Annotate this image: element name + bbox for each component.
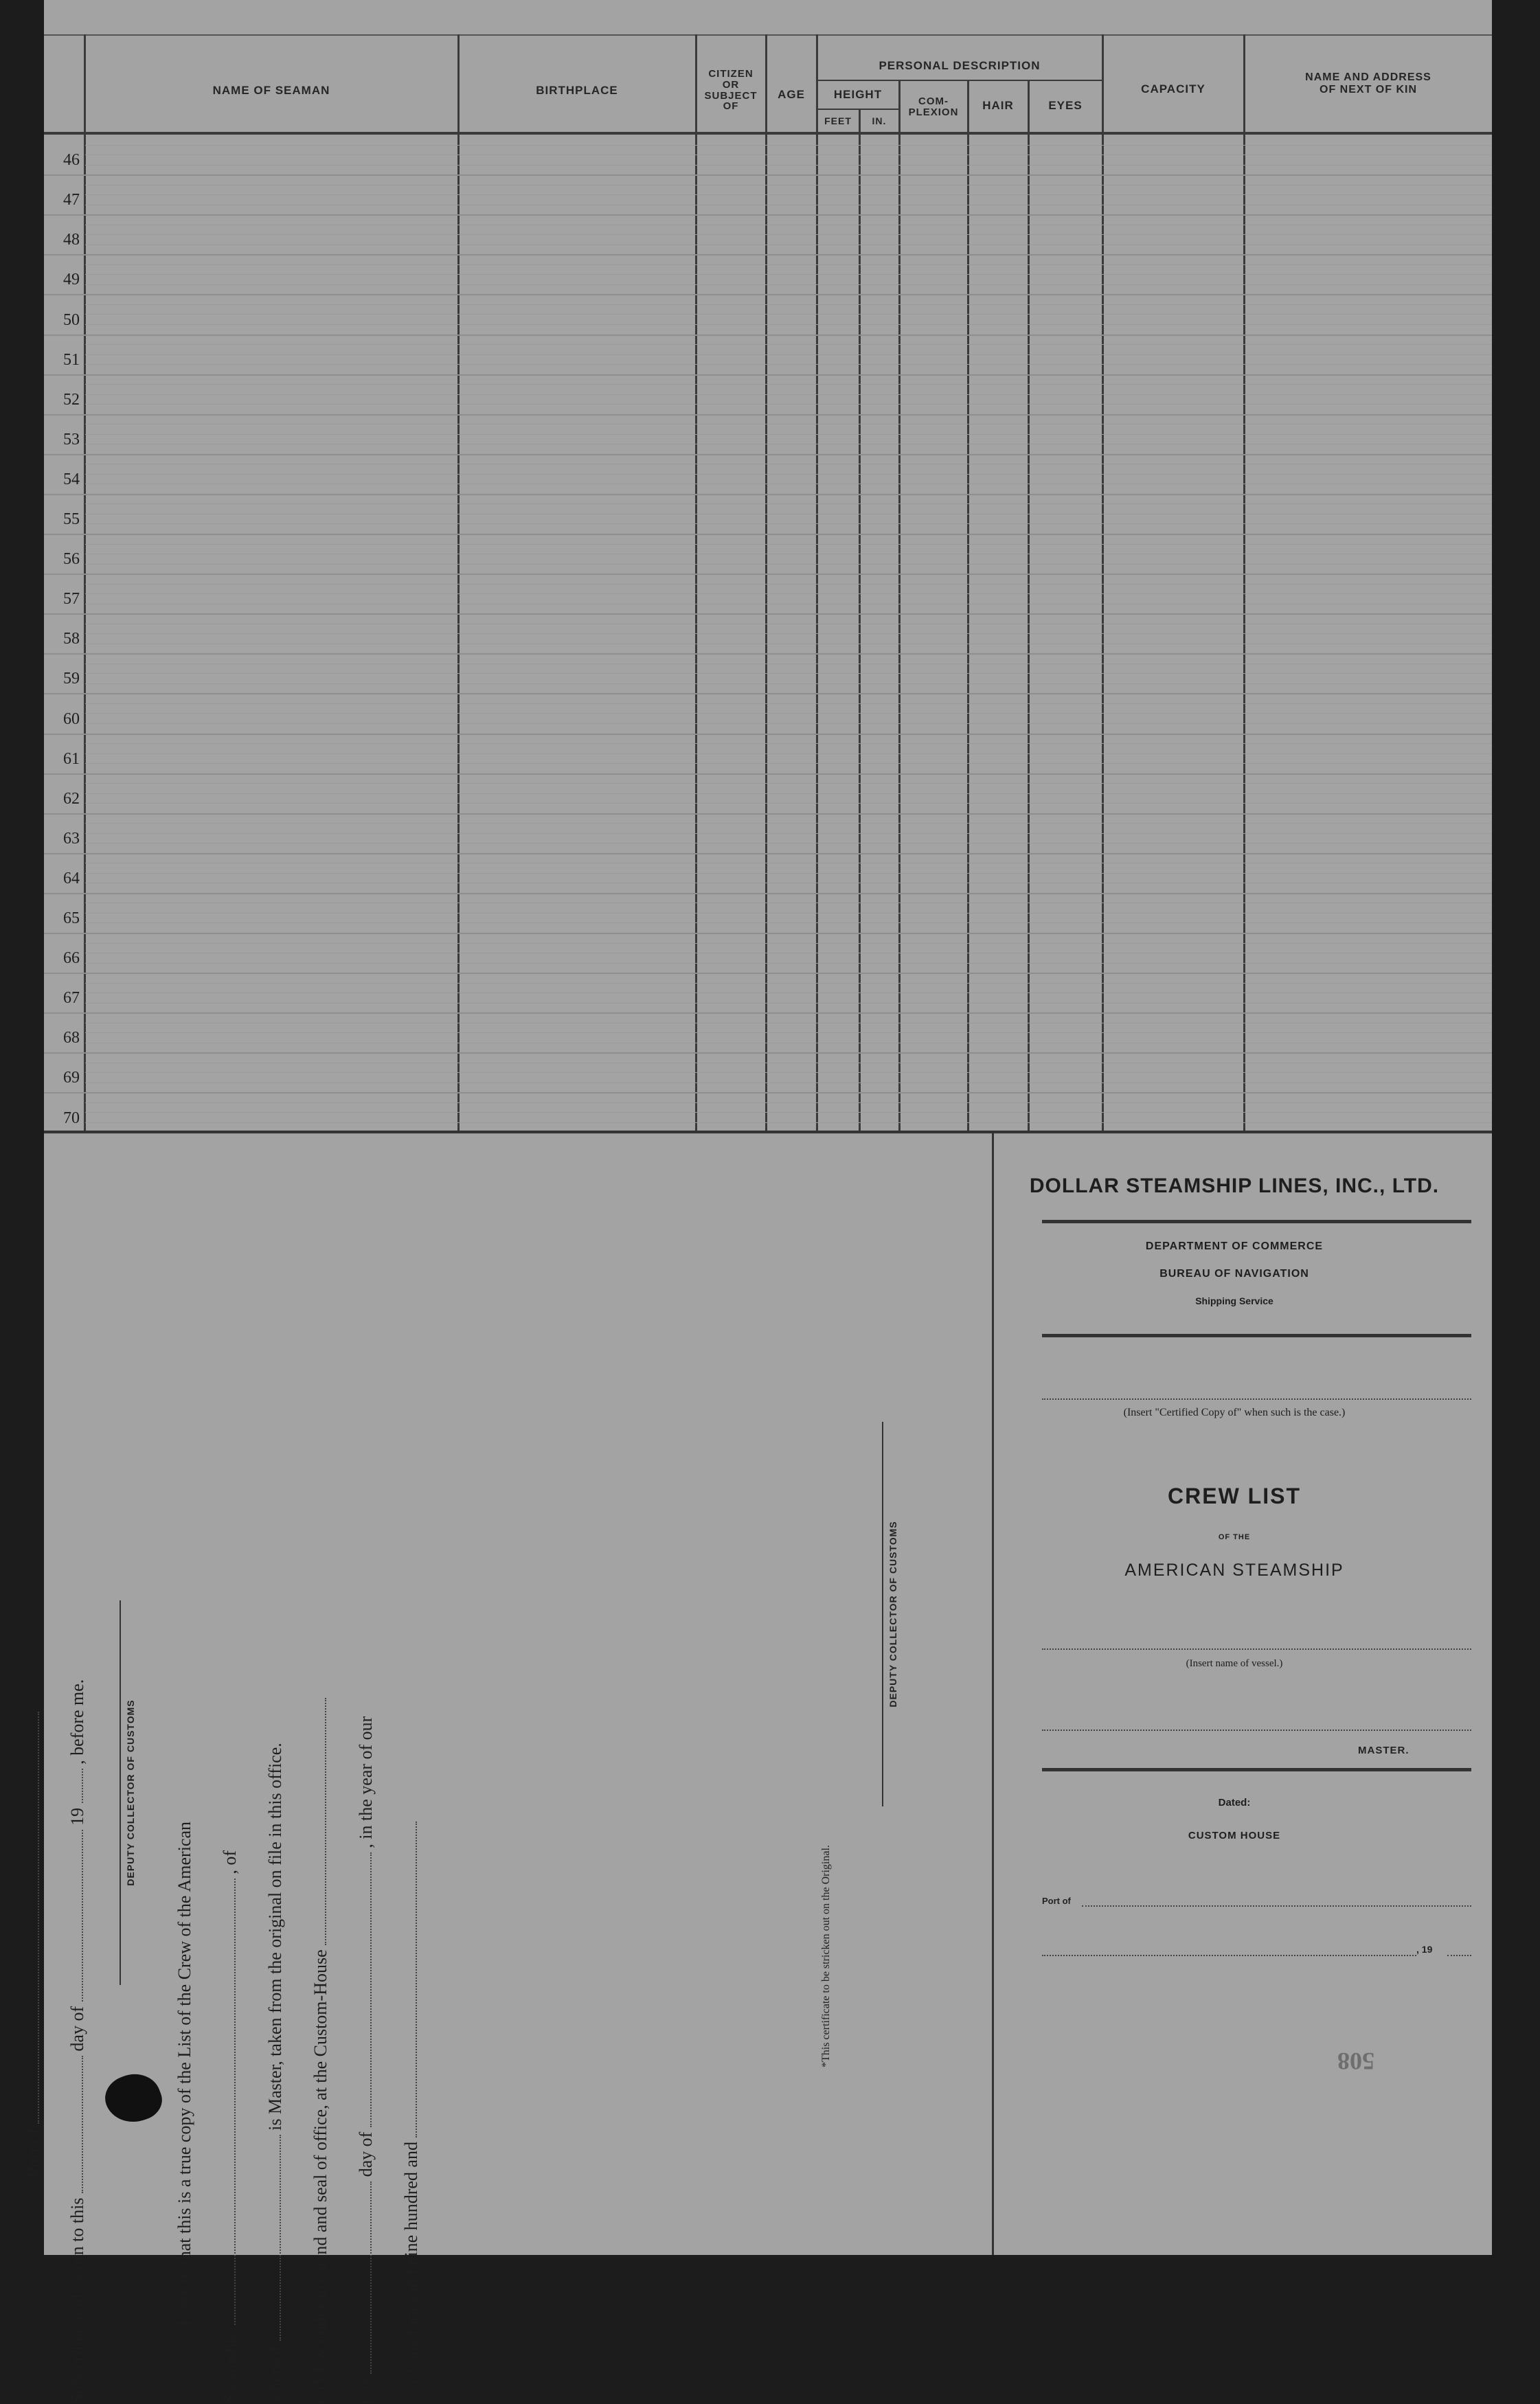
row-number: 57 (63, 590, 80, 609)
table-row[interactable] (85, 613, 1492, 652)
dated-label: Dated: (1218, 1797, 1251, 1808)
master-name-cover-blank[interactable] (1042, 1730, 1471, 1731)
row-number: 58 (63, 630, 80, 648)
year-prefix: 19 (67, 1807, 87, 1826)
table-row[interactable] (85, 454, 1492, 492)
custom-house-label: CUSTOM HOUSE (1188, 1830, 1281, 1841)
table-row[interactable] (85, 214, 1492, 253)
row-number: 55 (63, 510, 80, 528)
is-master-text: is Master, taken from the original on file in this office. (265, 1743, 285, 2131)
master-cover-label: MASTER. (1358, 1745, 1409, 1756)
lord-text: Lord one thousand nine hundred and (401, 2142, 421, 2404)
day-of-label: day of (67, 2006, 87, 2052)
table-row[interactable] (85, 174, 1492, 213)
certify-steamship-label: Steamship (220, 2329, 240, 2404)
port-of-cover-label: Port of (1042, 1896, 1071, 1906)
row-number: 48 (63, 231, 80, 249)
this-label: this (356, 2378, 376, 2404)
header-inches: IN. (872, 115, 887, 126)
header-capacity: CAPACITY (1141, 82, 1205, 95)
header-eyes: EYES (1048, 99, 1083, 112)
table-row[interactable] (85, 693, 1492, 732)
row-number: 51 (63, 350, 80, 369)
port-cover-blank[interactable] (1082, 1905, 1471, 1907)
row-number: 46 (63, 151, 80, 170)
certify-of-label: , of (220, 1850, 240, 1874)
row-number: 56 (63, 550, 80, 569)
cover-panel (992, 1133, 1494, 2255)
crew-list-sheet (23, 0, 1492, 2404)
custom-house-blank[interactable] (311, 1698, 326, 1945)
row-number: 50 (63, 310, 80, 329)
header-hair: HAIR (982, 99, 1014, 112)
department-rule (1042, 1334, 1471, 1337)
table-row[interactable] (85, 574, 1492, 612)
department-label: DEPARTMENT OF COMMERCE (1145, 1240, 1324, 1252)
table-row[interactable] (85, 973, 1492, 1011)
table-row[interactable] (85, 494, 1492, 532)
row-number: 59 (63, 670, 80, 688)
lord-year-blank[interactable] (402, 1822, 417, 2137)
header-next-of-kin: NAME AND ADDRESS OF NEXT OF KIN (1305, 71, 1431, 96)
certify-steamship-blank[interactable] (220, 1879, 236, 2325)
table-row[interactable] (85, 334, 1492, 373)
row-number: 54 (63, 470, 80, 488)
table-row[interactable] (85, 414, 1492, 453)
row-number: 63 (63, 829, 80, 848)
whereof-blank[interactable] (266, 2135, 281, 2341)
date-cover-blank[interactable] (1042, 1955, 1416, 1956)
crew-table (44, 0, 1492, 1132)
year-blank[interactable] (68, 1769, 83, 1803)
row-number: 49 (63, 271, 80, 289)
table-row[interactable] (85, 893, 1492, 931)
table-row[interactable] (85, 813, 1492, 852)
row-number: 61 (63, 749, 80, 768)
table-row[interactable] (85, 734, 1492, 772)
row-number: 47 (63, 191, 80, 209)
table-row[interactable] (85, 853, 1492, 892)
table-row[interactable] (85, 135, 1492, 173)
table-row[interactable] (85, 773, 1492, 812)
table-row[interactable] (85, 374, 1492, 413)
row-number: 53 (63, 430, 80, 449)
bottom-section (23, 1133, 1492, 2404)
table-row[interactable] (85, 653, 1492, 692)
header-age: AGE (778, 88, 805, 101)
bureau-label: BUREAU OF NAVIGATION (1159, 1268, 1309, 1280)
table-row[interactable] (85, 254, 1492, 293)
port-of-label: Port of (23, 2128, 43, 2177)
stamp-number: 508 (1337, 2048, 1374, 2075)
row-number: 70 (63, 1109, 80, 1127)
insert-vessel-note: (Insert name of vessel.) (1186, 1658, 1283, 1669)
row-number: 67 (63, 989, 80, 1008)
table-top-rule (44, 34, 1492, 36)
year-cover-blank[interactable] (1447, 1955, 1471, 1956)
month-blank[interactable] (68, 1830, 83, 2002)
row-number: 60 (63, 710, 80, 728)
row-number: 64 (63, 869, 80, 887)
row-number: 66 (63, 949, 80, 968)
vessel-name-blank[interactable] (1042, 1648, 1471, 1650)
header-feet: FEET (824, 115, 852, 126)
subscribed-label: Subscribed and sworn to this (67, 2197, 87, 2404)
certified-copy-blank[interactable] (1042, 1398, 1471, 1400)
this-month-blank[interactable] (356, 1852, 372, 2127)
table-row[interactable] (85, 933, 1492, 971)
year-19-label: , 19 (1416, 1944, 1433, 1955)
deputy-collector-signature-2[interactable]: DEPUTY COLLECTOR OF CUSTOMS (882, 1422, 898, 1806)
personal-desc-rule (816, 80, 1103, 81)
this-day-blank[interactable] (356, 2181, 372, 2374)
header-name-of-seaman: NAME OF SEAMAN (212, 84, 330, 97)
table-row[interactable] (85, 534, 1492, 572)
table-row[interactable] (85, 1012, 1492, 1051)
whereof-label: whereof (265, 2345, 285, 2404)
row-number: 65 (63, 909, 80, 927)
company-name: DOLLAR STEAMSHIP LINES, INC., LTD. (1029, 1175, 1440, 1197)
table-row[interactable] (85, 294, 1492, 332)
deputy-collector-signature-1[interactable]: DEPUTY COLLECTOR OF CUSTOMS (120, 1600, 136, 1985)
day-blank[interactable] (68, 2056, 83, 2193)
header-personal-description: PERSONAL DESCRIPTION (879, 59, 1041, 72)
american-steamship-label: AMERICAN STEAMSHIP (1124, 1561, 1344, 1580)
company-rule (1042, 1220, 1471, 1223)
table-row[interactable] (85, 1092, 1492, 1131)
crew-list-title: CREW LIST (1168, 1484, 1301, 1508)
port-blank[interactable] (24, 1712, 39, 2124)
row-number: 52 (63, 390, 80, 409)
row-number: 62 (63, 789, 80, 808)
day-of-label-2: day of (356, 2131, 376, 2177)
master-oath-block (0, 1442, 422, 2404)
given-text: GIVEN under my hand and seal of office, at the Custom-House (310, 1949, 330, 2404)
before-me-label: , before me. (67, 1679, 87, 1765)
header-height: HEIGHT (833, 88, 883, 101)
certify-text: *I certify that this is a true copy of the List of the Crew of the American (174, 1822, 194, 2335)
table-row[interactable] (85, 1052, 1492, 1091)
master-rule (1042, 1768, 1471, 1771)
row-number: 68 (63, 1029, 80, 1047)
year-of-our-text: , in the year of our (356, 1716, 376, 1848)
service-label: Shipping Service (1195, 1295, 1273, 1306)
header-complexion: COM- PLEXION (908, 95, 959, 118)
height-rule (816, 109, 900, 110)
header-birthplace: BIRTHPLACE (536, 84, 618, 97)
footnote: *This certificate to be stricken out on the Original. (820, 1845, 832, 2067)
insert-certified-note: (Insert "Certified Copy of" when such is the case.) (1123, 1407, 1346, 1418)
header-citizen: CITIZEN OR SUBJECT OF (704, 68, 758, 113)
of-the-label: OF THE (1218, 1533, 1251, 1541)
row-number: 69 (63, 1069, 80, 1087)
